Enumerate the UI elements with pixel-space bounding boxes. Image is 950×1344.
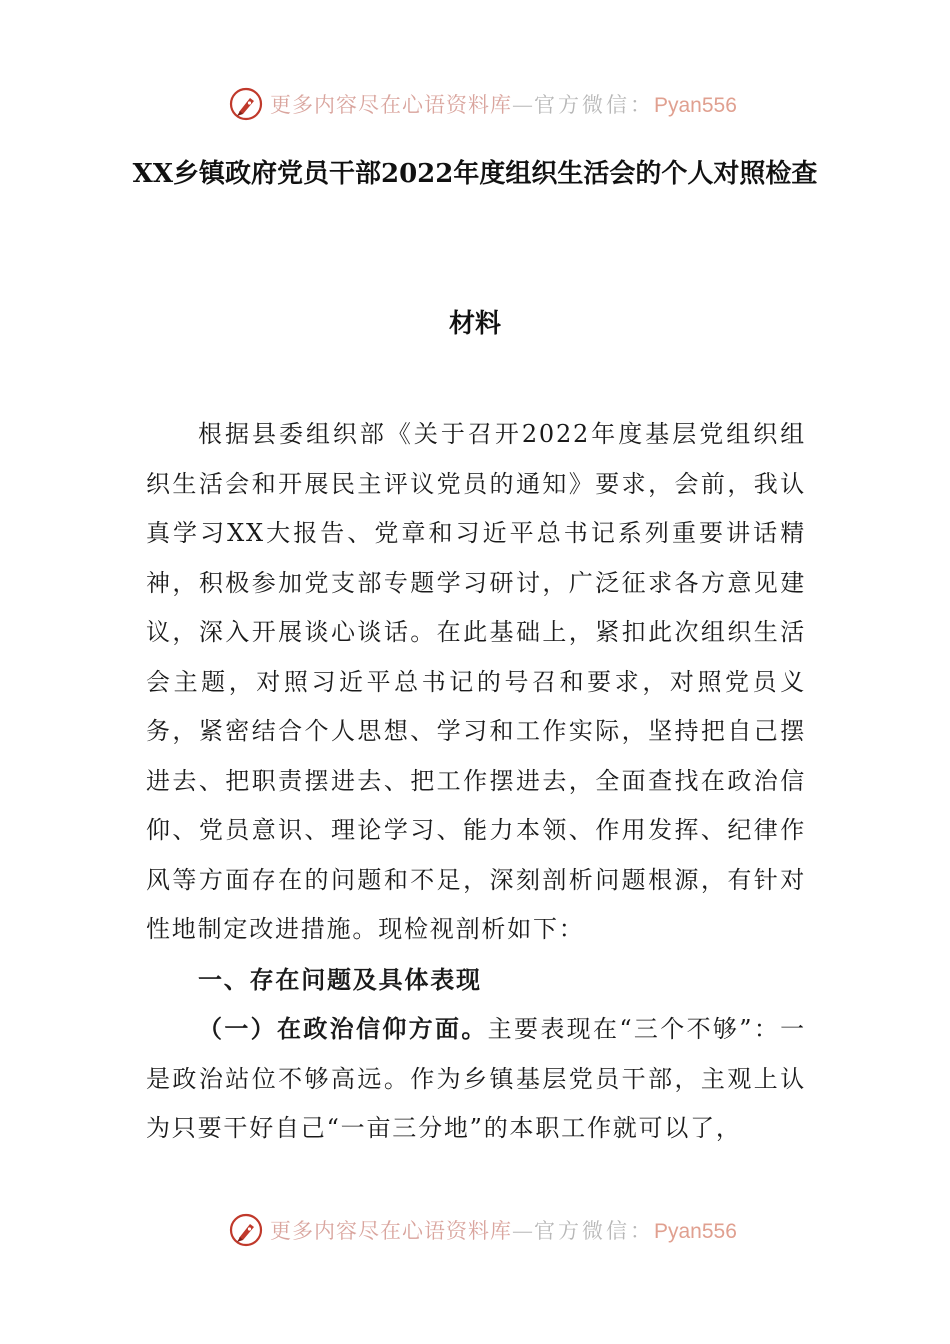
document-title-continued: 材料 (448, 309, 501, 339)
intro-paragraph: 根据县委组织部《关于召开2022年度基层党组织组织生活会和开展民主评议党员的通知》要求，会前，我认真学习XX大报告、党章和习近平总书记系列重要讲话精神，积极参加党支部专题学习研讨，广泛征求各方意见建议，深入开展谈心谈话。在此基础上，紧扣此次组织生活会主题，对照习近平总书记的号召和要求，对照党员义务，紧密结合个人思想、学习和工作实际，坚持把自己摆进去、把职责摆进去、把工作摆进去，全面查找在政治信仰、党员意识、理论学习、能力本领、作用发挥、纪律作风等方面存在的问题和不足，深刻剖析问题根源，有针对性地制定改进措施。现检视剖析如下： (146, 420, 806, 943)
watermark-text: 更多内容尽在心语资料库—官方微信：Pyan556 (270, 93, 737, 117)
watermark-footer (228, 1210, 737, 1250)
watermark-text: 更多内容尽在心语资料库—官方微信：Pyan556 (270, 1219, 737, 1243)
section-heading: 一、存在问题及具体表现 (198, 964, 482, 994)
document-title: XX乡镇政府党员干部2022年度组织生活会的个人对照检查 (132, 159, 818, 189)
pen-nib-logo-icon (228, 86, 264, 122)
subsection-paragraph (146, 1004, 806, 1154)
watermark-header (228, 84, 737, 124)
document-body (146, 410, 806, 1154)
subsection-text: 主要表现在“三个不够”：一是政治站位不够高远。作为乡镇基层党员干部，主观上认为只要干好自己“一亩三分地”的本职工作就可以了， (146, 1015, 806, 1142)
pen-nib-logo-icon (228, 1212, 264, 1248)
subsection-lead: （一）在政治信仰方面。 (198, 1014, 488, 1043)
